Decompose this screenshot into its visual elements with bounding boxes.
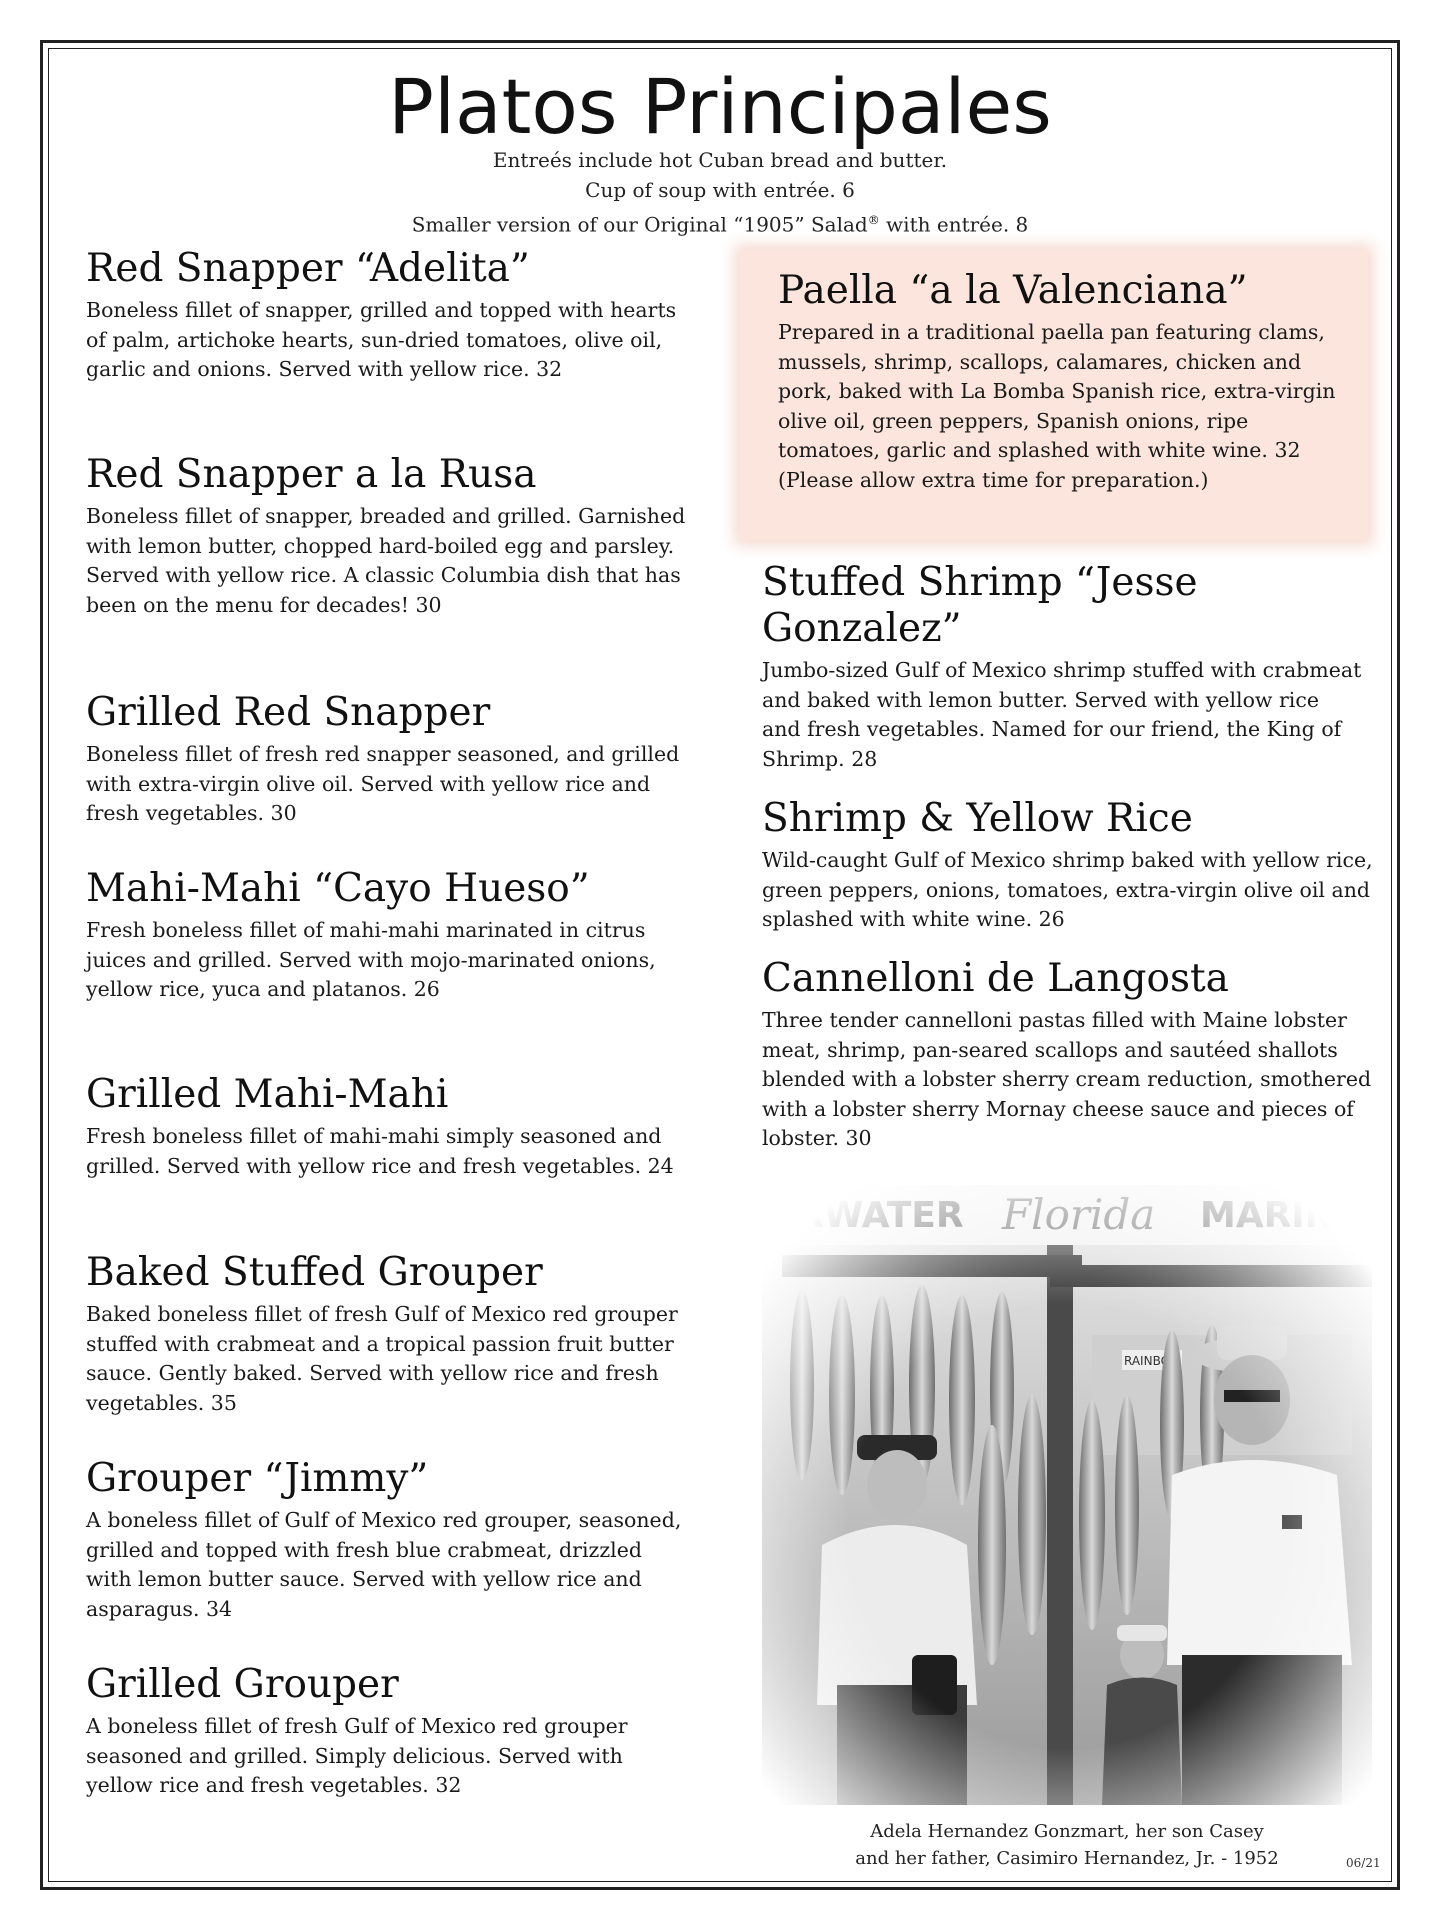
item-name: Shrimp & Yellow Rice	[762, 796, 1193, 841]
menu-item-grouper-jimmy	[86, 1456, 686, 1624]
bread-note: Entreés include hot Cuban bread and butter.	[492, 148, 948, 172]
historic-photo	[762, 1185, 1372, 1805]
item-name: Grilled Red Snapper	[86, 690, 491, 735]
item-name: Stuffed Shrimp “Jesse Gonzalez”	[762, 560, 1198, 651]
caption-line-2: and her father, Casimiro Hernandez, Jr. - 1952	[855, 1848, 1279, 1869]
salad-note	[0, 205, 1440, 240]
menu-item-mahi-cayo-hueso	[86, 866, 686, 1005]
caption-line-1: Adela Hernandez Gonzmart, her son Casey	[870, 1821, 1264, 1842]
menu-item-grilled-grouper	[86, 1662, 686, 1801]
soup-note: Cup of soup with entrée. 6	[585, 178, 855, 202]
registered-mark: ®	[867, 213, 880, 227]
item-name: Cannelloni de Langosta	[762, 956, 1229, 1001]
item-description: Fresh boneless fillet of mahi-mahi simply seasoned and grilled. Served with yellow rice and fresh vegetables. 24	[86, 1124, 674, 1178]
menu-item-paella	[778, 268, 1338, 495]
item-description: A boneless fillet of fresh Gulf of Mexico red grouper seasoned and grilled. Simply delicious. Served with yellow rice and fresh vegetables. 32	[86, 1714, 628, 1797]
menu-item-red-snapper-adelita	[86, 246, 686, 385]
item-description: Boneless fillet of snapper, breaded and grilled. Garnished with lemon butter, chopped hard-boiled egg and parsley. Served with yellow rice. A classic Columbia dish that has been on the menu for decades! 30	[86, 504, 686, 617]
menu-item-grilled-red-snapper	[86, 690, 686, 829]
menu-item-stuffed-shrimp	[762, 560, 1362, 774]
item-description: Baked boneless fillet of fresh Gulf of Mexico red grouper stuffed with crabmeat and a tropical passion fruit butter sauce. Gently baked. Served with yellow rice and fresh vegetables. 35	[86, 1302, 678, 1415]
item-description: Boneless fillet of snapper, grilled and topped with hearts of palm, artichoke hearts, sun-dried tomatoes, olive oil, garlic and onions. Served with yellow rice. 32	[86, 298, 677, 381]
item-name: Baked Stuffed Grouper	[86, 1250, 543, 1295]
salad-note-price: with entrée. 8	[879, 212, 1029, 237]
item-description: Three tender cannelloni pastas filled with Maine lobster meat, shrimp, pan-seared scallops and sautéed shallots blended with a lobster sherry cream reduction, smothered with a lobster sherry Mornay cheese sauce and pieces of lobster. 30	[762, 1008, 1372, 1150]
item-name: Grouper “Jimmy”	[86, 1456, 429, 1501]
menu-item-grilled-mahi	[86, 1072, 686, 1181]
page-title: Platos Principales	[388, 62, 1052, 151]
salad-note-text: Smaller version of our Original “1905” Salad	[411, 212, 868, 237]
item-name: Red Snapper a la Rusa	[86, 452, 537, 497]
menu-item-shrimp-yellow-rice	[762, 796, 1382, 935]
item-description: Boneless fillet of fresh red snapper seasoned, and grilled with extra-virgin olive oil. Served with yellow rice and fresh vegetables. 30	[86, 742, 680, 825]
photo-caption	[762, 1818, 1372, 1872]
item-name: Grilled Grouper	[86, 1662, 399, 1707]
item-name: Grilled Mahi-Mahi	[86, 1072, 449, 1117]
menu-item-red-snapper-rusa	[86, 452, 686, 620]
item-description: Jumbo-sized Gulf of Mexico shrimp stuffed with crabmeat and baked with lemon butter. Served with yellow rice and fresh vegetables. Named for our friend, the King of Shrimp. 28	[762, 658, 1362, 771]
item-description: Prepared in a traditional paella pan featuring clams, mussels, shrimp, scallops, calamares, chicken and pork, baked with La Bomba Spanish rice, extra-virgin olive oil, green peppers, Spanish onions, ripe tomatoes, garlic and splashed with white wine. 32 (Please allow extra time for preparation.)	[778, 320, 1336, 492]
date-code: 06/21	[1346, 1856, 1381, 1870]
item-description: Wild-caught Gulf of Mexico shrimp baked with yellow rice, green peppers, onions, tomatoes, extra-virgin olive oil and splashed with white wine. 26	[762, 848, 1373, 931]
menu-item-baked-stuffed-grouper	[86, 1250, 686, 1418]
item-name: Paella “a la Valenciana”	[778, 268, 1248, 313]
item-name: Mahi-Mahi “Cayo Hueso”	[86, 866, 590, 911]
menu-item-cannelloni	[762, 956, 1372, 1154]
item-description: Fresh boneless fillet of mahi-mahi marinated in citrus juices and grilled. Served with mojo-marinated onions, yellow rice, yuca and platanos. 26	[86, 918, 656, 1001]
item-description: A boneless fillet of Gulf of Mexico red grouper, seasoned, grilled and topped with fresh blue crabmeat, drizzled with lemon butter sauce. Served with yellow rice and asparagus. 34	[86, 1508, 682, 1621]
item-name: Red Snapper “Adelita”	[86, 246, 530, 291]
